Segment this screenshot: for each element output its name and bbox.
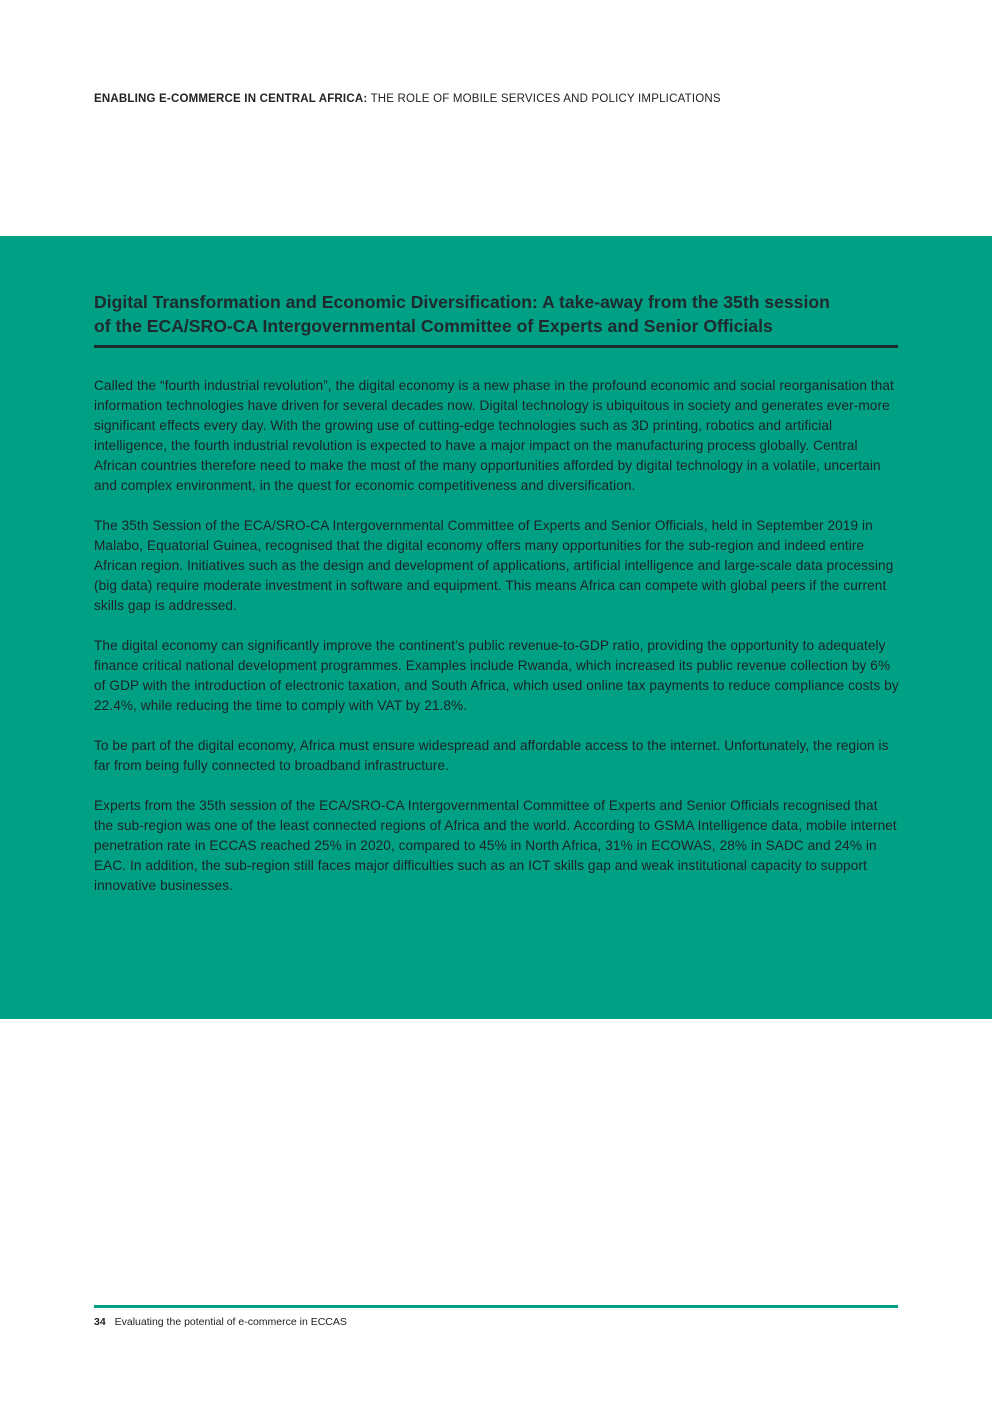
feature-box-title-line-2: of the ECA/SRO-CA Intergovernmental Committee of Experts and Senior Officials	[94, 316, 773, 336]
running-header	[94, 93, 721, 105]
running-header-bold: ENABLING E-COMMERCE IN CENTRAL AFRICA:	[94, 93, 368, 105]
feature-box-title-line-1: Digital Transformation and Economic Diversification: A take-away from the 35th session	[94, 292, 830, 312]
page-footer	[94, 1316, 347, 1328]
page-number: 34	[94, 1316, 106, 1328]
body-paragraph-4: To be part of the digital economy, Africa must ensure widespread and affordable access to the internet. Unfortunately, the region is far from being fully connected to broadband infrastructure.	[94, 738, 889, 773]
feature-box-title	[94, 290, 898, 338]
running-header-subtitle: THE ROLE OF MOBILE SERVICES AND POLICY IMPLICATIONS	[370, 93, 721, 105]
footer-text: Evaluating the potential of e-commerce in ECCAS	[114, 1316, 347, 1328]
feature-box-body	[94, 376, 900, 916]
body-paragraph-2: The 35th Session of the ECA/SRO-CA Intergovernmental Committee of Experts and Senior Officials, held in September 2019 in Malabo, Equatorial Guinea, recognised that the digital economy offers many opportunities for the sub-region and indeed entire African region. Initiatives such as the design and development of applications, artificial intelligence and large-scale data processing (big data) require moderate investment in software and equipment. This means Africa can compete with global peers if the current skills gap is addressed.	[94, 518, 894, 613]
feature-box-title-rule	[94, 345, 898, 348]
body-paragraph-3: The digital economy can significantly improve the continent’s public revenue-to-GDP ratio, providing the opportunity to adequately finance critical national development programmes. Examples include Rwanda, which increased its public revenue collection by 6% of GDP with the introduction of electronic taxation, and South Africa, which used online tax payments to reduce compliance costs by 22.4%, while reducing the time to comply with VAT by 21.8%.	[94, 638, 899, 713]
body-paragraph-1: Called the “fourth industrial revolution”, the digital economy is a new phase in the profound economic and social reorganisation that information technologies have driven for several decades now. Digital technology is ubiquitous in society and generates ever-more significant effects every day. With the growing use of cutting-edge technologies such as 3D printing, robotics and artificial intelligence, the fourth industrial revolution is expected to have a major impact on the manufacturing process globally. Central African countries therefore need to make the most of the many opportunities afforded by digital technology in a volatile, uncertain and complex environment, in the quest for economic competitiveness and diversification.	[94, 378, 894, 493]
body-paragraph-5: Experts from the 35th session of the ECA/SRO-CA Intergovernmental Committee of Experts and Senior Officials recognised that the sub-region was one of the least connected regions of Africa and the world. According to GSMA Intelligence data, mobile internet penetration rate in ECCAS reached 25% in 2020, compared to 45% in North Africa, 31% in ECOWAS, 28% in SADC and 24% in EAC. In addition, the sub-region still faces major difficulties such as an ICT skills gap and weak institutional capacity to support innovative businesses.	[94, 798, 897, 893]
footer-rule	[94, 1305, 898, 1308]
